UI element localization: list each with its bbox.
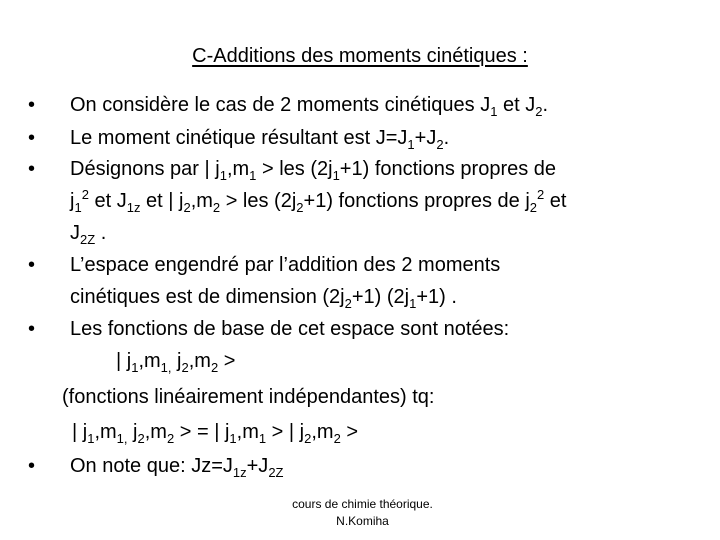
text-line-10: (fonctions linéairement indépendantes) tq:	[62, 386, 435, 408]
text-line-7: cinétiques est de dimension $(2j_2+1)$ $(2j_1+1)$ .	[70, 286, 457, 311]
text-line-8: Les fonctions de base de cet espace sont notées:	[70, 318, 510, 340]
text-line-6: L’espace engendré par l’addition des 2 moments	[70, 254, 501, 276]
text-line-5: $J_{2Z}$ .	[70, 222, 107, 247]
footer-author: N.Komiha	[336, 514, 389, 528]
bullet-marker: •	[28, 318, 36, 340]
slide-footer	[0, 496, 720, 530]
text-line-2: Le moment cinétique résultant est $J=J_1+J_2$.	[70, 127, 450, 152]
text-line-11: | $j_1,m_{1,}$ $j_2,m_2$ > = | $j_1,m_1$ > | $j_2,m_2$ >	[72, 421, 359, 446]
text-line-9: | $j_1,m_{1,}$ $j_2,m_2$ >	[116, 350, 236, 375]
text-line-4: $j_1^2$ et $J_{1z}$ et | $j_2,m_2$ > les $(2j_2+1)$ fonctions propres de $j_2^2$ et	[70, 187, 567, 215]
bullet-marker: •	[28, 455, 36, 477]
text-line-12: On note que: $Jz=J_{1z}+J_{2Z}$	[70, 455, 284, 480]
bullet-marker: •	[28, 254, 36, 276]
slide-title: C-Additions des moments cinétiques :	[192, 45, 528, 67]
bullet-marker: •	[28, 158, 36, 180]
text-line-3: Désignons par | $j_1,m_1$ > les $(2j_1+1)$ fonctions propres de	[70, 158, 557, 183]
bullet-marker: •	[28, 127, 36, 149]
footer-course: cours de chimie théorique.	[292, 497, 433, 511]
text-line-1: On considère le cas de 2 moments cinétiques $J_1$ et $J_2$.	[70, 94, 549, 119]
bullet-marker: •	[28, 94, 36, 116]
